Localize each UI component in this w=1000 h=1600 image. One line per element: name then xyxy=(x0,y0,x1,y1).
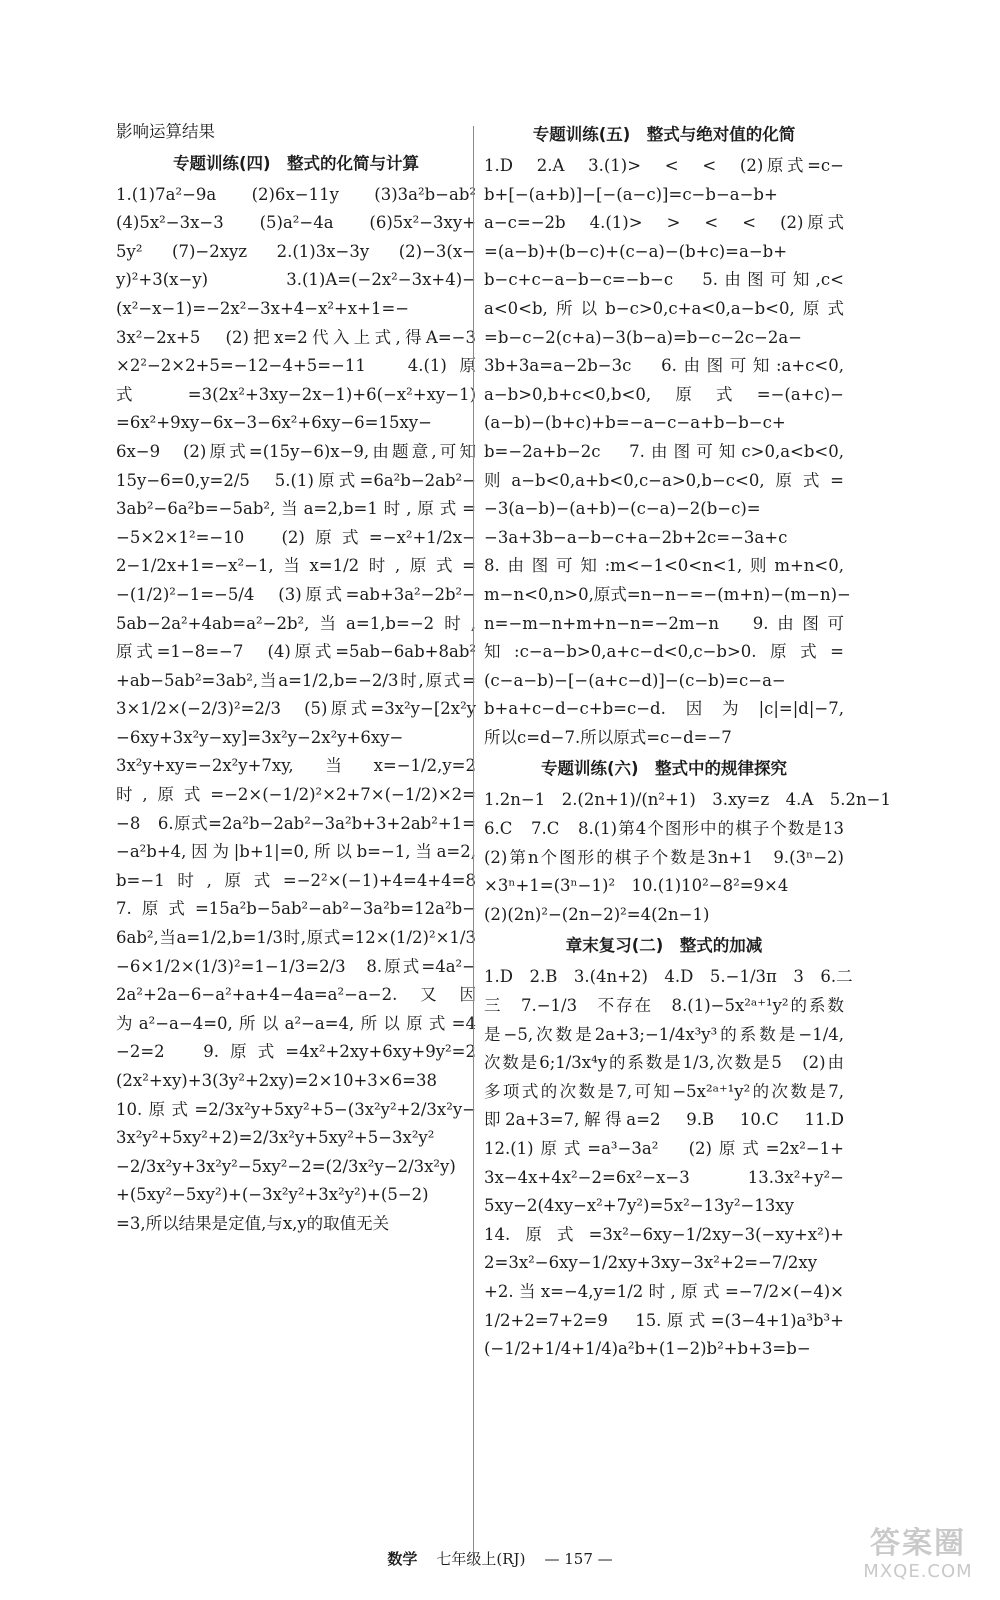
page-footer xyxy=(0,1548,1000,1569)
answer-line: a−b>0,b+c<0,b<0,原式=−(a+c)− xyxy=(484,384,844,404)
answer-line: 3b+3a=a−2b−3c 6.由图可知:a+c<0, xyxy=(484,356,844,376)
watermark-url: MXQE.COM xyxy=(863,1561,973,1582)
answer-line: 是−5,次数是2a+3;−1/4x³y³的系数是−1/4, xyxy=(484,1024,844,1044)
answer-line: 所以c=d−7.所以原式=c−d=−7 xyxy=(484,727,732,747)
answer-line: (x²−x−1)=−2x²−3x+4−x²+x+1=− xyxy=(116,298,410,318)
site-watermark-logo xyxy=(858,1526,978,1586)
answer-line: 7.原式=15a²b−5ab²−ab²−3a²b=12a²b− xyxy=(116,899,476,919)
answer-line: 时,原式=−2×(−1/2)²×2+7×(−1/2)×2= xyxy=(116,785,476,805)
answer-line: 3x²y²+5xy²+2)=2/3x²y+5xy²+5−3x²y² xyxy=(116,1128,435,1148)
answer-line: −5×2×1²=−10 (2)原式=−x²+1/2x− xyxy=(116,527,476,547)
answer-line: b−c+c−a−b−c=−b−c 5.由图可知,c< xyxy=(484,270,844,290)
answer-line: 影响运算结果 xyxy=(116,122,215,141)
watermark-title: 答案圈 xyxy=(870,1526,966,1561)
answer-line: 5y² (7)−2xyz 2.(1)3x−3y (2)−3(x− xyxy=(116,241,476,261)
answer-line: n=−m−n+m+n−n=−2m−n 9.由图可 xyxy=(484,613,844,633)
answer-line: 1.(1)7a²−9a (2)6x−11y (3)3a²b−ab² xyxy=(116,184,476,204)
answer-line: 原式=1−8=−7 (4)原式=5ab−6ab+8ab² xyxy=(116,642,476,662)
answer-line: b+[−(a+b)]−[−(a−c)]=c−b−a−b+ xyxy=(484,184,778,204)
footer-page-number: — 157 — xyxy=(544,1550,613,1568)
answer-line: =6x²+9xy−6x−3−6x²+6xy−6=15xy− xyxy=(116,413,432,433)
answer-line: −2=2 9.原式=4x²+2xy+6xy+9y²=2 xyxy=(116,1042,476,1062)
answer-line: 8.由图可知:m<−1<0<n<1,则m+n<0, xyxy=(484,556,844,576)
answer-line: (2)第n个图形的棋子个数是3n+1 9.(3ⁿ−2) xyxy=(484,847,844,867)
answer-line: (a−b)−(b+c)+b=−a−c−a+b−b−c+ xyxy=(484,413,786,433)
answer-line: 15y−6=0,y=2/5 5.(1)原式=6a²b−2ab²− xyxy=(116,470,476,490)
answer-line: 1.2n−1 2.(2n+1)/(n²+1) 3.xy=z 4.A 5.2n−1 xyxy=(484,790,891,810)
answer-line: 知:c−a−b>0,a+c−d<0,c−b>0.原式= xyxy=(484,642,844,662)
answer-line: a−c=−2b 4.(1)> > < < (2)原式 xyxy=(484,213,844,233)
answer-line: +2.当x=−4,y=1/2时,原式=−7/2×(−4)× xyxy=(484,1281,844,1301)
answer-line: 3x²−2x+5 (2)把x=2代入上式,得A=−3 xyxy=(116,327,476,347)
answer-line: (4)5x²−3x−3 (5)a²−4a (6)5x²−3xy+ xyxy=(116,213,476,233)
answer-line: −8 6.原式=2a²b−2ab²−3a²b+3+2ab²+1= xyxy=(116,813,476,833)
answer-line: ×2²−2×2+5=−12−4+5=−11 4.(1)原 xyxy=(116,356,476,376)
section-heading: 专题训练(四) 整式的化简与计算 xyxy=(172,153,420,173)
answer-line: −(1/2)²−1=−5/4 (3)原式=ab+3a²−2b²− xyxy=(116,584,476,604)
answer-line: −2/3x²y+3x²y²−5xy²−2=(2/3x²y−2/3x²y) xyxy=(116,1156,456,1176)
answer-line: 2−1/2x+1=−x²−1,当x=1/2时,原式= xyxy=(116,556,476,576)
answer-line: b+a+c−d−c+b=c−d.因为|c|=|d|−7, xyxy=(484,699,844,719)
answer-line: =(a−b)+(b−c)+(c−a)−(b+c)=a−b+ xyxy=(484,241,788,261)
answer-line: (2x²+xy)+3(3y²+2xy)=2×10+3×6=38 xyxy=(116,1071,437,1090)
footer-grade: 七年级上(RJ) xyxy=(436,1550,526,1568)
section-heading: 专题训练(六) 整式中的规律探究 xyxy=(540,759,788,779)
answer-line: 2=3x²−6xy−1/2xy+3xy−3x²+2=−7/2xy xyxy=(484,1253,818,1273)
answer-line: a<0<b,所以b−c>0,c+a<0,a−b<0,原式 xyxy=(484,298,844,318)
column-divider xyxy=(473,126,474,1566)
left-answer-column xyxy=(116,118,476,1239)
answer-line: (c−a−b)−[−(a+c−d)]−(c−b)=c−a− xyxy=(484,670,786,690)
answer-line: −6xy+3x²y−xy]=3x²y−2x²y+6xy− xyxy=(116,727,404,747)
answer-line: 10.原式=2/3x²y+5xy²+5−(3x²y²+2/3x²y− xyxy=(116,1099,476,1119)
answer-line: 6x−9 (2)原式=(15y−6)x−9,由题意,可知 xyxy=(116,441,476,461)
answer-line: =b−c−2(c+a)−3(b−a)=b−c−2c−2a− xyxy=(484,327,802,347)
answer-line: 即2a+3=7,解得a=2 9.B 10.C 11.D xyxy=(484,1110,844,1130)
answer-line: 为a²−a−4=0,所以a²−a=4,所以原式=4 xyxy=(116,1013,476,1033)
answer-line: −a²b+4,因为|b+1|=0,所以b=−1,当a=2, xyxy=(116,842,476,862)
answer-line: 2a²+2a−6−a²+a+4−4a=a²−a−2.又因 xyxy=(116,985,476,1005)
answer-line: 3×1/2×(−2/3)²=2/3 (5)原式=3x²y−[2x²y xyxy=(116,699,476,719)
answer-line: 5xy−2(4xy−x²+7y²)=5x²−13y²−13xy xyxy=(484,1196,794,1216)
answer-line: 3x−4x+4x²−2=6x²−x−3 13.3x²+y²− xyxy=(484,1167,844,1187)
answer-line: 12.(1)原式=a³−3a² (2)原式=2x²−1+ xyxy=(484,1139,844,1158)
answer-line: 6.C 7.C 8.(1)第4个图形中的棋子个数是13 xyxy=(484,819,844,839)
answer-line: −3(a−b)−(a+b)−(c−a)−2(b−c)= xyxy=(484,499,761,519)
answer-line: 则a−b<0,a+b<0,c−a>0,b−c<0,原式= xyxy=(484,470,844,490)
section-heading: 专题训练(五) 整式与绝对值的化简 xyxy=(532,125,796,144)
answer-line: +ab−5ab²=3ab²,当a=1/2,b=−2/3时,原式= xyxy=(116,670,476,690)
answer-line: b=−2a+b−2c 7.由图可知c>0,a<b<0, xyxy=(484,441,844,461)
answer-line: −6×1/2×(1/3)²=1−1/3=2/3 8.原式=4a²− xyxy=(116,956,476,976)
answer-line: 1.D 2.A 3.(1)> < < (2)原式=c− xyxy=(484,156,844,175)
answer-line: 1.D 2.B 3.(4n+2) 4.D 5.−1/3π 3 6.二 xyxy=(484,967,853,987)
answer-line: (2)(2n)²−(2n−2)²=4(2n−1) xyxy=(484,904,710,924)
answer-line: 6ab²,当a=1/2,b=1/3时,原式=12×(1/2)²×1/3 xyxy=(116,928,476,948)
answer-line: =3,所以结果是定值,与x,y的取值无关 xyxy=(116,1213,390,1233)
answer-line: 三 7.−1/3 不存在 8.(1)−5x²ᵃ⁺¹y²的系数 xyxy=(484,996,844,1016)
answer-line: y)²+3(x−y) 3.(1)A=(−2x²−3x+4)− xyxy=(116,270,476,290)
answer-line: −3a+3b−a−b−c+a−2b+2c=−3a+c xyxy=(484,527,788,547)
right-answer-column xyxy=(484,118,891,1364)
answer-line: 5ab−2a²+4ab=a²−2b²,当a=1,b=−2时, xyxy=(116,613,476,633)
answer-line: 式=3(2x²+3xy−2x−1)+6(−x²+xy−1) xyxy=(116,384,476,404)
answer-line: 1/2+2=7+2=9 15.原式=(3−4+1)a³b³+ xyxy=(484,1310,844,1330)
answer-line: 多项式的次数是7,可知−5x²ᵃ⁺¹y²的次数是7, xyxy=(484,1081,844,1101)
section-heading: 章末复习(二) 整式的加减 xyxy=(565,936,763,956)
answer-line: 3ab²−6a²b=−5ab²,当a=2,b=1时,原式= xyxy=(116,499,476,519)
answer-line: ×3ⁿ+1=(3ⁿ−1)² 10.(1)10²−8²=9×4 xyxy=(484,876,789,896)
answer-line: 次数是6;1/3x⁴y的系数是1/3,次数是5 (2)由 xyxy=(484,1053,844,1073)
footer-subject: 数学 xyxy=(387,1550,418,1568)
answer-line: b=−1时,原式=−2²×(−1)+4=4+4=8 xyxy=(116,870,476,890)
answer-line: 14.原式=3x²−6xy−1/2xy−3(−xy+x²)+ xyxy=(484,1224,844,1244)
answer-line: (−1/2+1/4+1/4)a²b+(1−2)b²+b+3=b− xyxy=(484,1339,811,1359)
answer-line: m−n<0,n>0,原式=n−n−=−(m+n)−(m−n)− xyxy=(484,584,851,604)
answer-line: 3x²y+xy=−2x²y+7xy,当x=−1/2,y=2 xyxy=(116,756,476,776)
answer-line: +(5xy²−5xy²)+(−3x²y²+3x²y²)+(5−2) xyxy=(116,1185,429,1205)
